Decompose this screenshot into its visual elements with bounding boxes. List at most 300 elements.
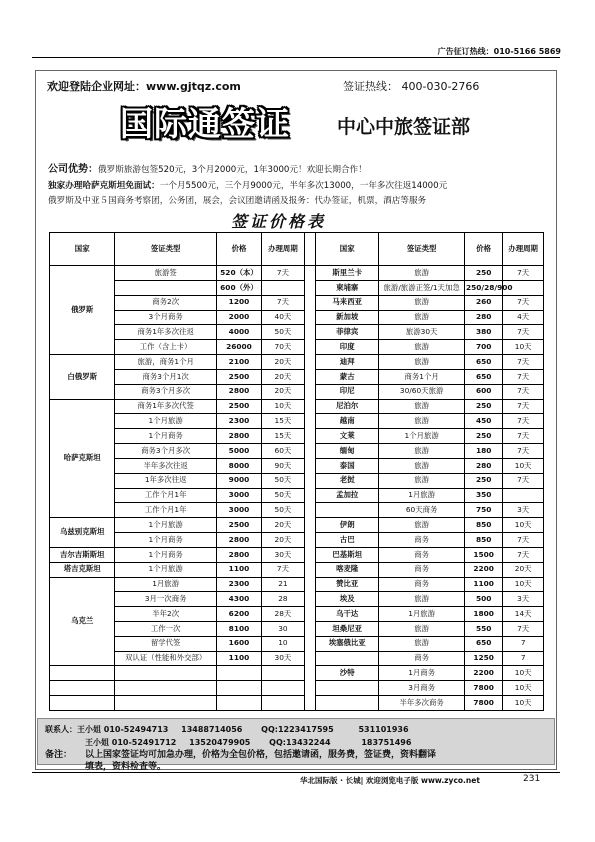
- note: [45, 750, 550, 773]
- contact-line-1: [45, 724, 409, 735]
- right-country: 迪拜: [316, 355, 379, 370]
- table-row: [50, 340, 544, 355]
- country-kazakhstan: 哈萨克斯坦: [50, 399, 115, 518]
- price-table: [49, 232, 544, 711]
- column-gap: [304, 547, 315, 562]
- table-row: [50, 355, 544, 370]
- right-period: 4天: [503, 310, 544, 325]
- table-row: [50, 310, 544, 325]
- right-price: 850: [464, 518, 502, 533]
- visa-type: 商务1年多次往返: [115, 325, 217, 340]
- header-country: 国家: [50, 233, 115, 266]
- right-price: 250: [464, 473, 502, 488]
- right-price: 1800: [464, 607, 502, 622]
- visa-period: 20天: [262, 355, 305, 370]
- contact-qqnum-2: 183751496: [361, 738, 412, 747]
- visa-type: 商务3个月多次: [115, 384, 217, 399]
- right-country: 印尼: [316, 384, 379, 399]
- right-country: 埃及: [316, 592, 379, 607]
- visa-price: 2500: [216, 518, 261, 533]
- table-row: [50, 488, 544, 503]
- ad-hotline: 广告征订热线：010-5166 5869: [437, 47, 561, 56]
- country-russia: 俄罗斯: [50, 266, 115, 355]
- note-line-1: 以上国家签证均可加急办理，价格为全包价格，包括邀请函，服务费，签证费，资料翻译: [85, 750, 437, 760]
- header-country-right: 国家: [316, 233, 379, 266]
- table-row: [50, 266, 544, 281]
- table-row: [50, 280, 544, 295]
- visa-price: 26000: [216, 340, 261, 355]
- right-type: 旅游: [379, 444, 465, 459]
- header-price-right: 价格: [464, 233, 502, 266]
- table-row: [50, 636, 544, 651]
- table-row: [50, 562, 544, 577]
- visa-price: 1100: [216, 651, 261, 666]
- visa-price: 1100: [216, 562, 261, 577]
- table-row: [50, 473, 544, 488]
- visa-period: 40天: [262, 310, 305, 325]
- right-type: 1月商务: [379, 666, 465, 681]
- visa-type: 1个月商务: [115, 533, 217, 548]
- visa-period: 21: [262, 577, 305, 592]
- right-country: 乌干达: [316, 607, 379, 622]
- visa-price: 2300: [216, 577, 261, 592]
- visa-price: 9000: [216, 473, 261, 488]
- right-period: 14天: [503, 607, 544, 622]
- visa-period: [262, 280, 305, 295]
- note-label: 备注：: [45, 750, 73, 760]
- visa-type: 工作个月1年: [115, 503, 217, 518]
- visa-period: 15天: [262, 414, 305, 429]
- right-type: 旅游30天: [379, 325, 465, 340]
- right-price: 7800: [464, 696, 502, 711]
- right-country: 越南: [316, 414, 379, 429]
- right-type: 旅游: [379, 266, 465, 281]
- column-gap: [304, 518, 315, 533]
- visa-type: 工作个月1年: [115, 488, 217, 503]
- visa-type: 工作（含上卡）: [115, 340, 217, 355]
- table-row: [50, 458, 544, 473]
- visa-price: 5000: [216, 444, 261, 459]
- empty-cell: [216, 696, 261, 711]
- visa-price: 520（本）: [216, 266, 261, 281]
- visa-price: 6200: [216, 607, 261, 622]
- visa-type: 双认证（性能和外交部）: [115, 651, 217, 666]
- column-gap: [304, 369, 315, 384]
- empty-cell: [50, 681, 115, 696]
- footer-text: 华北国际版 · 长城| 欢迎浏览电子版 www.zyco.net: [300, 776, 480, 785]
- column-gap: [304, 503, 315, 518]
- column-gap: [304, 310, 315, 325]
- visa-type: 1个月旅游: [115, 562, 217, 577]
- right-type: 旅游/旅游正签/1天加急: [379, 280, 465, 295]
- right-period: 7天: [503, 295, 544, 310]
- right-price: 380: [464, 325, 502, 340]
- right-country: 缅甸: [316, 444, 379, 459]
- visa-type: 1个月商务: [115, 547, 217, 562]
- advantage-text-2: 一个月5500元，三个月9000元，半年多次13000，一年多次往返14000元: [159, 181, 448, 191]
- empty-cell: [50, 666, 115, 681]
- right-price: 250/28/900: [464, 280, 502, 295]
- right-type: 旅游: [379, 399, 465, 414]
- right-country: [316, 696, 379, 711]
- column-gap: [304, 384, 315, 399]
- visa-period: 20天: [262, 384, 305, 399]
- right-period: 10天: [503, 666, 544, 681]
- page-number: 231: [523, 774, 541, 784]
- right-type: 1月旅游: [379, 488, 465, 503]
- empty-cell: [50, 696, 115, 711]
- right-type: 旅游: [379, 473, 465, 488]
- column-gap: [304, 622, 315, 637]
- visa-price: 2800: [216, 429, 261, 444]
- visa-price: 4300: [216, 592, 261, 607]
- visa-price: 2800: [216, 533, 261, 548]
- visa-period: 7天: [262, 266, 305, 281]
- right-type: 旅游: [379, 310, 465, 325]
- right-type: 旅游: [379, 355, 465, 370]
- right-period: 3天: [503, 503, 544, 518]
- visa-period: 20天: [262, 533, 305, 548]
- right-price: 250: [464, 399, 502, 414]
- visa-period: 60天: [262, 444, 305, 459]
- right-price: 650: [464, 355, 502, 370]
- table-row: [50, 696, 544, 711]
- visa-period: 50天: [262, 325, 305, 340]
- header-type-right: 签证类型: [379, 233, 465, 266]
- empty-cell: [262, 681, 305, 696]
- right-type: 3月商务: [379, 681, 465, 696]
- column-gap: [304, 592, 315, 607]
- right-type: 旅游: [379, 622, 465, 637]
- right-price: 450: [464, 414, 502, 429]
- visa-type: 商务3个月1次: [115, 369, 217, 384]
- right-type: 1个月旅游: [379, 429, 465, 444]
- right-price: 1250: [464, 651, 502, 666]
- visa-period: 20天: [262, 518, 305, 533]
- visa-price: 2300: [216, 414, 261, 429]
- column-gap: [304, 651, 315, 666]
- visa-price: 1600: [216, 636, 261, 651]
- right-price: 7800: [464, 681, 502, 696]
- table-row: [50, 414, 544, 429]
- table-row: [50, 681, 544, 696]
- right-period: 7天: [503, 444, 544, 459]
- contact-line-2: [85, 737, 411, 748]
- right-country: [316, 651, 379, 666]
- table-row: [50, 622, 544, 637]
- visa-period: 30: [262, 622, 305, 637]
- right-country: 蒙古: [316, 369, 379, 384]
- visa-period: 90天: [262, 458, 305, 473]
- right-type: 旅游: [379, 295, 465, 310]
- visa-period: 50天: [262, 473, 305, 488]
- empty-cell: [262, 666, 305, 681]
- visa-price: 2800: [216, 384, 261, 399]
- table-row: [50, 369, 544, 384]
- column-gap: [304, 444, 315, 459]
- advantage-lead: 公司优势：: [48, 164, 98, 175]
- right-country: 伊朗: [316, 518, 379, 533]
- right-country: 马来西亚: [316, 295, 379, 310]
- empty-cell: [216, 666, 261, 681]
- header-period: 办理周期: [262, 233, 305, 266]
- right-price: 250: [464, 266, 502, 281]
- right-price: 250: [464, 429, 502, 444]
- table-row: [50, 666, 544, 681]
- table-row: [50, 384, 544, 399]
- visa-type: 半年2次: [115, 607, 217, 622]
- table-row: [50, 444, 544, 459]
- visa-type: 半年多次往返: [115, 458, 217, 473]
- contact-person-2: 王小姐 010-52491712: [85, 738, 177, 747]
- right-period: 7天: [503, 622, 544, 637]
- header-price: 价格: [216, 233, 261, 266]
- right-country: 新加坡: [316, 310, 379, 325]
- column-gap: [304, 399, 315, 414]
- right-price: 850: [464, 533, 502, 548]
- right-country: [316, 681, 379, 696]
- right-type: 旅游: [379, 518, 465, 533]
- visa-period: 30天: [262, 547, 305, 562]
- right-type: 60天商务: [379, 503, 465, 518]
- column-gap: [304, 607, 315, 622]
- visa-period: 7天: [262, 295, 305, 310]
- right-country: 孟加拉: [316, 488, 379, 503]
- table-title: 签证价格表: [231, 212, 327, 231]
- visa-price: 4000: [216, 325, 261, 340]
- right-period: 7天: [503, 547, 544, 562]
- country-uzbekistan: 乌兹别克斯坦: [50, 518, 115, 548]
- visa-type: 1个月旅游: [115, 414, 217, 429]
- right-country: 尼泊尔: [316, 399, 379, 414]
- visa-type: 3个月商务: [115, 310, 217, 325]
- column-gap: [304, 355, 315, 370]
- table-row: [50, 518, 544, 533]
- visa-type: 商务3个月多次: [115, 444, 217, 459]
- country-kyrgyzstan: 吉尔吉斯斯坦: [50, 547, 115, 562]
- right-country: 泰国: [316, 458, 379, 473]
- right-period: 7天: [503, 414, 544, 429]
- column-gap: [304, 266, 315, 281]
- right-period: 7天: [503, 473, 544, 488]
- column-gap: [304, 696, 315, 711]
- right-period: 7天: [503, 369, 544, 384]
- table-row: [50, 325, 544, 340]
- column-gap: [304, 636, 315, 651]
- bottom-rule: [32, 772, 560, 773]
- right-country: 斯里兰卡: [316, 266, 379, 281]
- right-country: 赞比亚: [316, 577, 379, 592]
- table-row: [50, 592, 544, 607]
- right-type: 商务: [379, 651, 465, 666]
- right-country: 老挝: [316, 473, 379, 488]
- visa-price: 2500: [216, 399, 261, 414]
- column-gap: [304, 340, 315, 355]
- right-type: 商务: [379, 577, 465, 592]
- visa-period: 15天: [262, 429, 305, 444]
- advantage-lead-2: 独家办理哈萨克斯坦免面试：: [48, 181, 160, 191]
- right-price: 1500: [464, 547, 502, 562]
- right-country: 沙特: [316, 666, 379, 681]
- right-price: 650: [464, 636, 502, 651]
- visa-period: 50天: [262, 503, 305, 518]
- column-gap: [304, 414, 315, 429]
- visa-type: 旅游，商务1个月: [115, 355, 217, 370]
- right-price: 550: [464, 622, 502, 637]
- right-type: 1月旅游: [379, 607, 465, 622]
- visa-price: 1200: [216, 295, 261, 310]
- column-gap: [304, 280, 315, 295]
- visa-type: 1个月商务: [115, 429, 217, 444]
- page-title: 国际通签证: [120, 104, 290, 143]
- right-price: 650: [464, 369, 502, 384]
- contact-qqnum-1: 531101936: [358, 725, 409, 734]
- contact-label: 联系人：: [45, 725, 77, 734]
- visa-type: [115, 280, 217, 295]
- right-period: 10天: [503, 681, 544, 696]
- visa-period: 28天: [262, 607, 305, 622]
- right-period: 7天: [503, 533, 544, 548]
- right-period: [503, 488, 544, 503]
- empty-cell: [115, 696, 217, 711]
- right-period: 3天: [503, 592, 544, 607]
- right-price: 700: [464, 340, 502, 355]
- right-type: 旅游: [379, 414, 465, 429]
- visa-price: 2800: [216, 547, 261, 562]
- right-period: 7: [503, 636, 544, 651]
- right-type: 商务: [379, 547, 465, 562]
- right-price: 350: [464, 488, 502, 503]
- column-gap: [304, 325, 315, 340]
- visa-type: 1月旅游: [115, 577, 217, 592]
- column-gap: [304, 429, 315, 444]
- visa-price: 600（外）: [216, 280, 261, 295]
- right-period: 10天: [503, 458, 544, 473]
- visa-price: 3000: [216, 488, 261, 503]
- right-price: 180: [464, 444, 502, 459]
- visa-period: 10天: [262, 399, 305, 414]
- visa-price: 2000: [216, 310, 261, 325]
- right-price: 280: [464, 458, 502, 473]
- column-gap: [304, 473, 315, 488]
- right-period: 7天: [503, 325, 544, 340]
- visa-price: 3000: [216, 503, 261, 518]
- contact-mobile-1: 13488714056: [181, 725, 243, 734]
- table-row: [50, 295, 544, 310]
- right-price: 500: [464, 592, 502, 607]
- table-row: [50, 399, 544, 414]
- right-period: 20天: [503, 562, 544, 577]
- right-country: [316, 503, 379, 518]
- visa-period: 70天: [262, 340, 305, 355]
- contact-mobile-2: 13520479905: [189, 738, 251, 747]
- right-price: 750: [464, 503, 502, 518]
- empty-cell: [262, 696, 305, 711]
- website-line: 欢迎登陆企业网址：www.gjtqz.com: [47, 80, 241, 93]
- advantage-line-2: [48, 179, 447, 191]
- right-period: 7天: [503, 266, 544, 281]
- empty-cell: [115, 666, 217, 681]
- right-type: 旅游: [379, 592, 465, 607]
- right-type: 旅游: [379, 636, 465, 651]
- column-gap: [304, 233, 315, 266]
- right-price: 260: [464, 295, 502, 310]
- column-gap: [304, 577, 315, 592]
- column-gap: [304, 562, 315, 577]
- visa-type: 工作一次: [115, 622, 217, 637]
- right-period: 7天: [503, 399, 544, 414]
- right-type: 旅游: [379, 458, 465, 473]
- right-type: 旅游: [379, 340, 465, 355]
- right-country: 柬埔寨: [316, 280, 379, 295]
- right-period: 7天: [503, 384, 544, 399]
- visa-type: 商务1年多次代签: [115, 399, 217, 414]
- right-type: 商务: [379, 533, 465, 548]
- column-gap: [304, 681, 315, 696]
- contact-person-1: 王小姐 010-52494713: [77, 725, 169, 734]
- visa-hotline: 签证热线： 400-030-2766: [343, 80, 480, 93]
- header-period-right: 办理周期: [503, 233, 544, 266]
- right-period: 7: [503, 651, 544, 666]
- page-subtitle: 中心中旅签证部: [337, 116, 471, 138]
- table-row: [50, 547, 544, 562]
- visa-price: 8000: [216, 458, 261, 473]
- right-type: 商务1个月: [379, 369, 465, 384]
- visa-price: 2500: [216, 369, 261, 384]
- contact-qq-1: QQ:1223417595: [261, 725, 334, 734]
- country-belarus: 白俄罗斯: [50, 355, 115, 399]
- visa-price: 8100: [216, 622, 261, 637]
- visa-period: 30天: [262, 651, 305, 666]
- right-period: 10天: [503, 577, 544, 592]
- column-gap: [304, 488, 315, 503]
- visa-period: 28: [262, 592, 305, 607]
- table-row: [50, 651, 544, 666]
- right-period: 10天: [503, 696, 544, 711]
- right-price: 2200: [464, 562, 502, 577]
- right-period: 10天: [503, 340, 544, 355]
- right-period: 7天: [503, 429, 544, 444]
- visa-period: 7天: [262, 562, 305, 577]
- table-row: [50, 577, 544, 592]
- visa-type: 1年多次往返: [115, 473, 217, 488]
- top-rule: [32, 57, 560, 58]
- right-country: 坦桑尼亚: [316, 622, 379, 637]
- visa-period: 10: [262, 636, 305, 651]
- right-type: 30/60天旅游: [379, 384, 465, 399]
- right-country: 喀麦隆: [316, 562, 379, 577]
- table-row: [50, 503, 544, 518]
- column-gap: [304, 533, 315, 548]
- right-price: 600: [464, 384, 502, 399]
- right-type: 半年多次商务: [379, 696, 465, 711]
- visa-type: 留学代签: [115, 636, 217, 651]
- visa-price: 2100: [216, 355, 261, 370]
- right-type: 商务: [379, 562, 465, 577]
- visa-type: 商务2次: [115, 295, 217, 310]
- visa-type: 旅游签: [115, 266, 217, 281]
- right-country: 文莱: [316, 429, 379, 444]
- empty-cell: [115, 681, 217, 696]
- right-country: 埃塞俄比亚: [316, 636, 379, 651]
- note-line-2: 填表，资料检查等。: [85, 761, 167, 772]
- visa-period: 50天: [262, 488, 305, 503]
- column-gap: [304, 666, 315, 681]
- table-row: [50, 533, 544, 548]
- country-ukraine: 乌克兰: [50, 577, 115, 666]
- header-type: 签证类型: [115, 233, 217, 266]
- table-header-row: [50, 233, 544, 266]
